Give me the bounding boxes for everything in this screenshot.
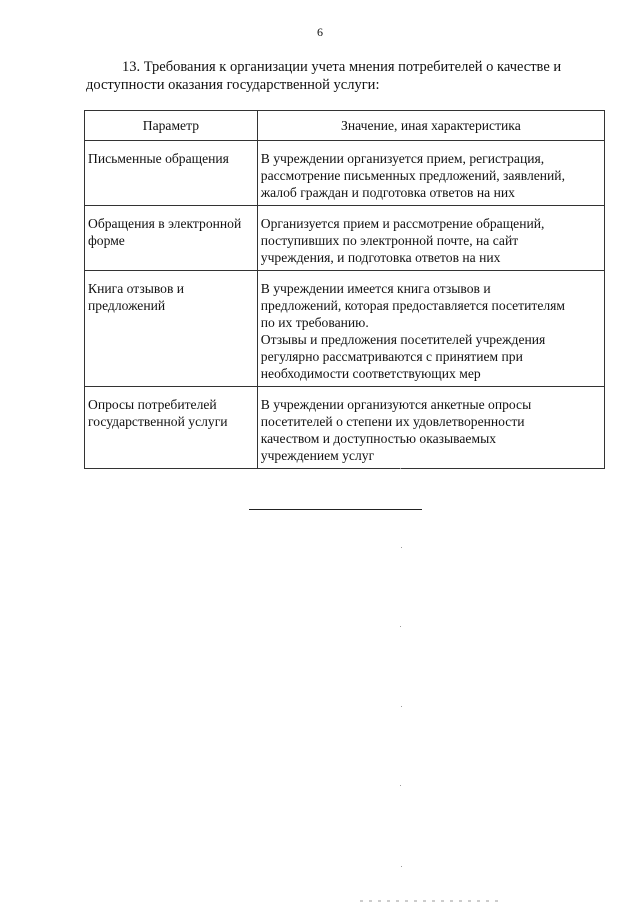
value-line: В учреждении организуется прием, регистрация,: [260, 151, 545, 166]
section-heading-line-1: 13. Требования к организации учета мнения потребителей о качестве и: [122, 59, 562, 75]
value-line: учреждением услуг: [260, 448, 375, 463]
table-cell-value: [257, 141, 604, 206]
table-cell-parameter: Обращения в электронной форме: [85, 206, 258, 271]
separator-line: [249, 509, 422, 510]
scan-speck: [400, 468, 401, 469]
table-row: [85, 271, 605, 387]
value-line: необходимости соответствующих мер: [260, 366, 481, 381]
section-heading: [86, 58, 606, 94]
value-line: качеством и доступностью оказываемых: [260, 431, 497, 446]
value-line: поступивших по электронной почте, на сайт: [260, 233, 519, 248]
value-line: Отзывы и предложения посетителей учреждения: [260, 332, 546, 347]
scan-speck: [400, 785, 401, 786]
value-line: В учреждении имеется книга отзывов и: [260, 281, 491, 296]
table-row: [85, 206, 605, 271]
value-line: посетителей о степени их удовлетворенности: [260, 414, 525, 429]
table-cell-parameter: Письменные обращения: [85, 141, 258, 206]
table-cell-value: [257, 206, 604, 271]
value-line: по их требованию.: [260, 315, 369, 330]
table-cell-parameter: Опросы потребителей государственной услуги: [85, 387, 258, 469]
column-header-parameter: Параметр: [85, 111, 258, 141]
column-header-value: Значение, иная характеристика: [257, 111, 604, 141]
table-row: [85, 141, 605, 206]
table-header-row: [85, 111, 605, 141]
table-row: [85, 387, 605, 469]
value-line: регулярно рассматриваются с принятием при: [260, 349, 523, 364]
scan-speck: [401, 706, 402, 707]
section-heading-line-2: доступности оказания государственной услуги:: [86, 77, 380, 93]
value-line: жалоб граждан и подготовка ответов на них: [260, 185, 515, 200]
requirements-table: [84, 110, 605, 469]
value-line: рассмотрение письменных предложений, заявлений,: [260, 168, 565, 183]
table-cell-parameter: Книга отзывов и предложений: [85, 271, 258, 387]
scan-noise: [360, 900, 500, 902]
scan-speck: [401, 866, 402, 867]
page-number: 6: [317, 25, 323, 39]
value-line: учреждения, и подготовка ответов на них: [260, 250, 501, 265]
value-line: В учреждении организуются анкетные опросы: [260, 397, 532, 412]
table-cell-value: [257, 271, 604, 387]
scan-speck: [401, 547, 402, 548]
scan-speck: [400, 626, 401, 627]
table-cell-value: [257, 387, 604, 469]
value-line: Организуется прием и рассмотрение обращений,: [260, 216, 545, 231]
value-line: предложений, которая предоставляется посетителям: [260, 298, 566, 313]
